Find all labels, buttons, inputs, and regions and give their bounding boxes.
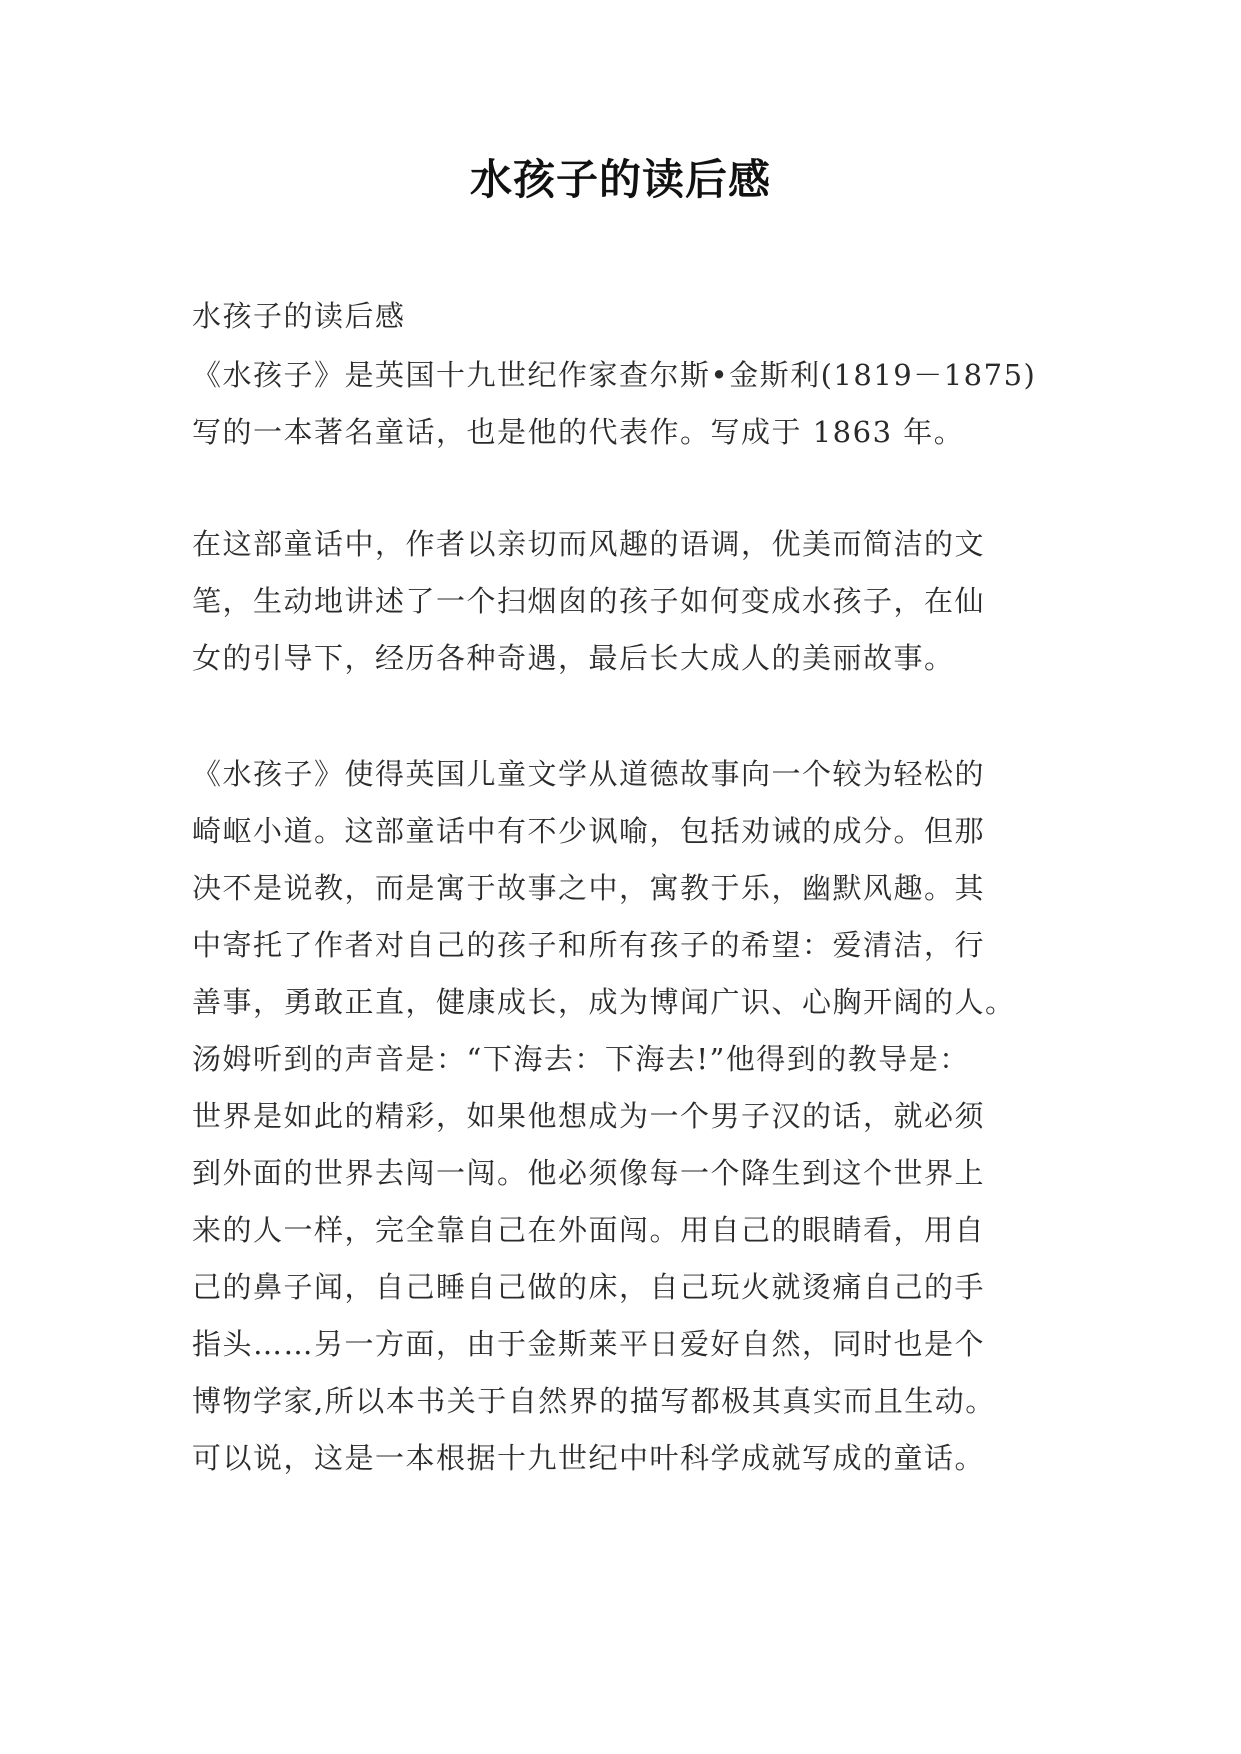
- document-subtitle: [192, 288, 1072, 345]
- paragraph-2: [192, 516, 1072, 687]
- paragraph-line: 世界是如此的精彩，如果他想成为一个男子汉的话，就必须: [192, 1099, 986, 1133]
- paragraph-line: 《水孩子》使得英国儿童文学从道德故事向一个较为轻松的: [192, 757, 986, 791]
- subtitle-line: 水孩子的读后感: [192, 299, 406, 333]
- paragraph-line: 笔，生动地讲述了一个扫烟囱的孩子如何变成水孩子，在仙: [192, 584, 986, 618]
- paragraph-line: 《水孩子》是英国十九世纪作家查尔斯•金斯利(1819－1875): [192, 358, 1037, 392]
- paragraph-1: [192, 347, 1072, 461]
- paragraph-line: 崎岖小道。这部童话中有不少讽喻，包括劝诫的成分。但那: [192, 814, 986, 848]
- paragraph-line: 到外面的世界去闯一闯。他必须像每一个降生到这个世界上: [192, 1156, 986, 1190]
- paragraph-line: 汤姆听到的声音是：“下海去：下海去!”他得到的教导是：: [192, 1042, 970, 1076]
- paragraph-line: 来的人一样，完全靠自己在外面闯。用自己的眼睛看，用自: [192, 1213, 986, 1247]
- paragraph-line: 写的一本著名童话，也是他的代表作。写成于 1863 年。: [192, 415, 965, 449]
- paragraph-line: 己的鼻子闻，自己睡自己做的床，自己玩火就烫痛自己的手: [192, 1270, 986, 1304]
- paragraph-3: [192, 746, 1072, 1487]
- paragraph-line: 在这部童话中，作者以亲切而风趣的语调，优美而简洁的文: [192, 527, 986, 561]
- paragraph-line: 指头……另一方面，由于金斯莱平日爱好自然，同时也是个: [192, 1327, 986, 1361]
- paragraph-line: 善事，勇敢正直，健康成长，成为博闻广识、心胸开阔的人。: [192, 985, 1016, 1019]
- paragraph-line: 女的引导下，经历各种奇遇，最后长大成人的美丽故事。: [192, 641, 955, 675]
- page-title: 水孩子的读后感: [469, 155, 771, 204]
- paragraph-line: 中寄托了作者对自己的孩子和所有孩子的希望：爱清洁，行: [192, 928, 986, 962]
- paragraph-line: 决不是说教，而是寓于故事之中，寓教于乐，幽默风趣。其: [192, 871, 986, 905]
- paragraph-line: 博物学家,所以本书关于自然界的描写都极其真实而且生动。: [192, 1384, 996, 1418]
- paragraph-line: 可以说，这是一本根据十九世纪中叶科学成就写成的童话。: [192, 1441, 986, 1475]
